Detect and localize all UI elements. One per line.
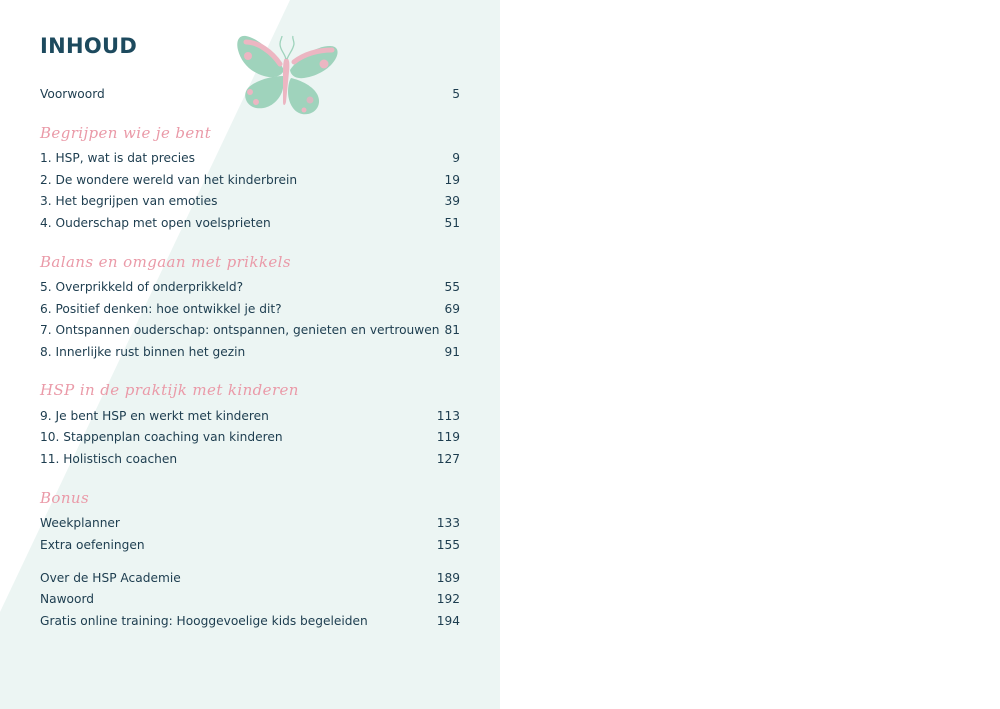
toc-page-number: 133 (436, 516, 460, 530)
toc-entry-chapter-1[interactable] (40, 148, 460, 168)
toc-entry-online-training[interactable] (40, 611, 460, 631)
toc-entry-chapter-8[interactable] (40, 342, 460, 362)
toc-entry-chapter-6[interactable] (40, 299, 460, 319)
toc-entry-label: Voorwoord (40, 87, 105, 101)
toc-entry-nawoord[interactable] (40, 589, 460, 609)
toc-entry-chapter-7[interactable] (40, 320, 460, 340)
toc-entry-label: Over de HSP Academie (40, 571, 181, 585)
toc-entry-label: 2. De wondere wereld van het kinderbrein (40, 173, 298, 187)
toc-entry-label: 3. Het begrijpen van emoties (40, 194, 218, 208)
toc-entry-label: Nawoord (40, 592, 94, 606)
toc-entry-label: Extra oefeningen (40, 538, 145, 552)
toc-entry-chapter-4[interactable] (40, 213, 460, 233)
toc-page-number: 81 (444, 323, 460, 337)
toc-page-number: 119 (436, 430, 460, 444)
toc-entry-chapter-3[interactable] (40, 191, 460, 211)
section-heading-begrijpen: Begrijpen wie je bent (40, 124, 212, 142)
toc-page-number: 39 (444, 194, 460, 208)
toc-page-number: 91 (444, 345, 460, 359)
toc-entry-chapter-5[interactable] (40, 277, 460, 297)
toc-entry-label: 11. Holistisch coachen (40, 452, 178, 466)
toc-entry-chapter-10[interactable] (40, 427, 460, 447)
toc-page-number: 189 (436, 571, 460, 585)
toc-page-number: 194 (436, 614, 460, 628)
toc-entry-label: 6. Positief denken: hoe ontwikkel je dit? (40, 302, 282, 316)
toc-page-number: 55 (444, 280, 460, 294)
toc-page-number: 69 (444, 302, 460, 316)
toc-page-number: 51 (444, 216, 460, 230)
toc-page-number: 127 (436, 452, 460, 466)
toc-entry-label: 4. Ouderschap met open voelsprieten (40, 216, 271, 230)
toc-entry-label: 8. Innerlijke rust binnen het gezin (40, 345, 246, 359)
toc-page-number: 19 (444, 173, 460, 187)
section-heading-balans: Balans en omgaan met prikkels (40, 253, 291, 271)
toc-entry-chapter-9[interactable] (40, 406, 460, 426)
toc-entry-label: 7. Ontspannen ouderschap: ontspannen, genieten en vertrouwen (40, 323, 440, 337)
toc-entry-label: 1. HSP, wat is dat precies (40, 151, 195, 165)
toc-entry-label: Weekplanner (40, 516, 120, 530)
page-title: INHOUD (40, 34, 138, 58)
section-heading-praktijk: HSP in de praktijk met kinderen (40, 381, 299, 399)
toc-entry-weekplanner[interactable] (40, 513, 460, 533)
toc-entry-label: Gratis online training: Hooggevoelige kids begeleiden (40, 614, 368, 628)
toc-entry-over-academie[interactable] (40, 568, 460, 588)
toc-page-number: 5 (452, 87, 460, 101)
toc-entry-label: 5. Overprikkeld of onderprikkeld? (40, 280, 244, 294)
section-heading-bonus: Bonus (40, 489, 90, 507)
toc-entry-chapter-2[interactable] (40, 170, 460, 190)
toc-page-number: 192 (436, 592, 460, 606)
toc-page-number: 155 (436, 538, 460, 552)
toc-entry-label: 9. Je bent HSP en werkt met kinderen (40, 409, 269, 423)
butterfly-icon (236, 32, 340, 118)
toc-entry-extra-oefeningen[interactable] (40, 535, 460, 555)
toc-entry-label: 10. Stappenplan coaching van kinderen (40, 430, 283, 444)
toc-page-number: 9 (452, 151, 460, 165)
toc-entry-chapter-11[interactable] (40, 449, 460, 469)
toc-page-number: 113 (436, 409, 460, 423)
toc-entry-voorwoord[interactable] (40, 84, 460, 104)
